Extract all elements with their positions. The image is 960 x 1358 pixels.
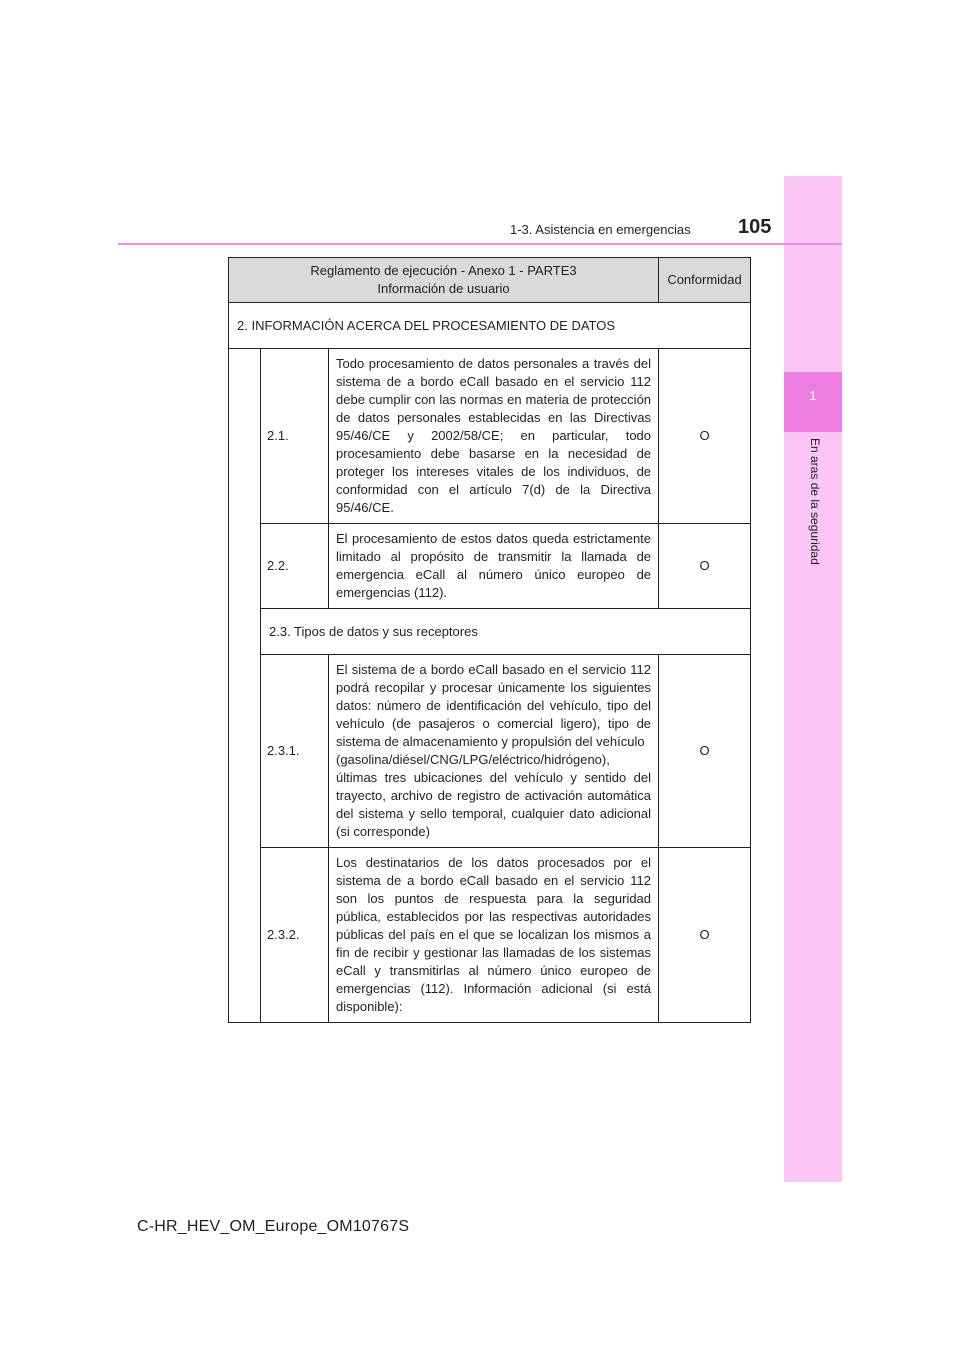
row-conformity: O (659, 349, 751, 524)
row-number: 2.3.2. (261, 848, 329, 1023)
table-header-row (229, 258, 751, 303)
header-regulation: Reglamento de ejecución - Anexo 1 - PARTE3 Información de usuario (229, 258, 659, 303)
chapter-side-tab (784, 176, 842, 1182)
row-number: 2.1. (261, 349, 329, 524)
row-text: Los destinatarios de los datos procesados por el sistema de a bordo eCall basado en el servicio 112 son los puntos de respuesta para la seguridad pública, establecidos por las respectivas autoridades públicas del país en el que se localizan los mismos a fin de recibir y gestionar las llamadas de los sistemas eCall y transmitirlas al número único europeo de emergencias (112). Información adicional (si está disponible): (329, 848, 659, 1023)
page-number: 105 (738, 216, 772, 238)
row-text: El procesamiento de estos datos queda estrictamente limitado al propósito de transmitir la llamada de emergencia eCall al número único europeo de emergencias (112). (329, 524, 659, 609)
subsection-row (229, 609, 751, 655)
row-conformity: O (659, 848, 751, 1023)
chapter-number: 1 (809, 388, 817, 403)
section-title: 1-3. Asistencia en emergencias (510, 222, 691, 237)
row-text: Todo procesamiento de datos personales a través del sistema de a bordo eCall basado en el servicio 112 debe cumplir con las normas en materia de protección de datos personales establecidas en las Directivas 95/46/CE y 2002/58/CE; en particular, todo procesamiento debe basarse en la necesidad de proteger los intereses vitales de los individuos, de conformidad con el artículo 7(d) de la Directiva 95/46/CE. (329, 349, 659, 524)
row-conformity: O (659, 524, 751, 609)
table-row (229, 524, 751, 609)
chapter-title: En aras de la seguridad (808, 438, 822, 565)
header-divider (118, 243, 842, 245)
section-row (229, 303, 751, 349)
row-conformity: O (659, 655, 751, 848)
row-number: 2.2. (261, 524, 329, 609)
row-number: 2.3.1. (261, 655, 329, 848)
section-heading: 2. INFORMACIÓN ACERCA DEL PROCESAMIENTO DE DATOS (229, 303, 751, 349)
chapter-number-badge (784, 372, 842, 432)
document-code: C-HR_HEV_OM_Europe_OM10767S (137, 1218, 410, 1235)
table-row (229, 655, 751, 848)
subsection-heading: 2.3. Tipos de datos y sus receptores (261, 609, 751, 655)
table-row (229, 349, 751, 524)
row-text: El sistema de a bordo eCall basado en el servicio 112 podrá recopilar y procesar únicamente los siguientes datos: número de identificación del vehículo, tipo del vehículo (de pasajeros o comercial ligero), tipo de sistema de almacenamiento y propulsión del vehículo (gasolina/diésel/CNG/LPG/eléctrico/hidrógeno), últimas tres ubicaciones del vehículo y sentido del trayecto, archivo de registro de activación automática del sistema y sello temporal, cualquier dato adicional (si corresponde) (329, 655, 659, 848)
indent-cell (229, 349, 261, 1023)
header-conformity: Conformidad (659, 258, 751, 303)
regulation-table (228, 257, 751, 1023)
table-row (229, 848, 751, 1023)
